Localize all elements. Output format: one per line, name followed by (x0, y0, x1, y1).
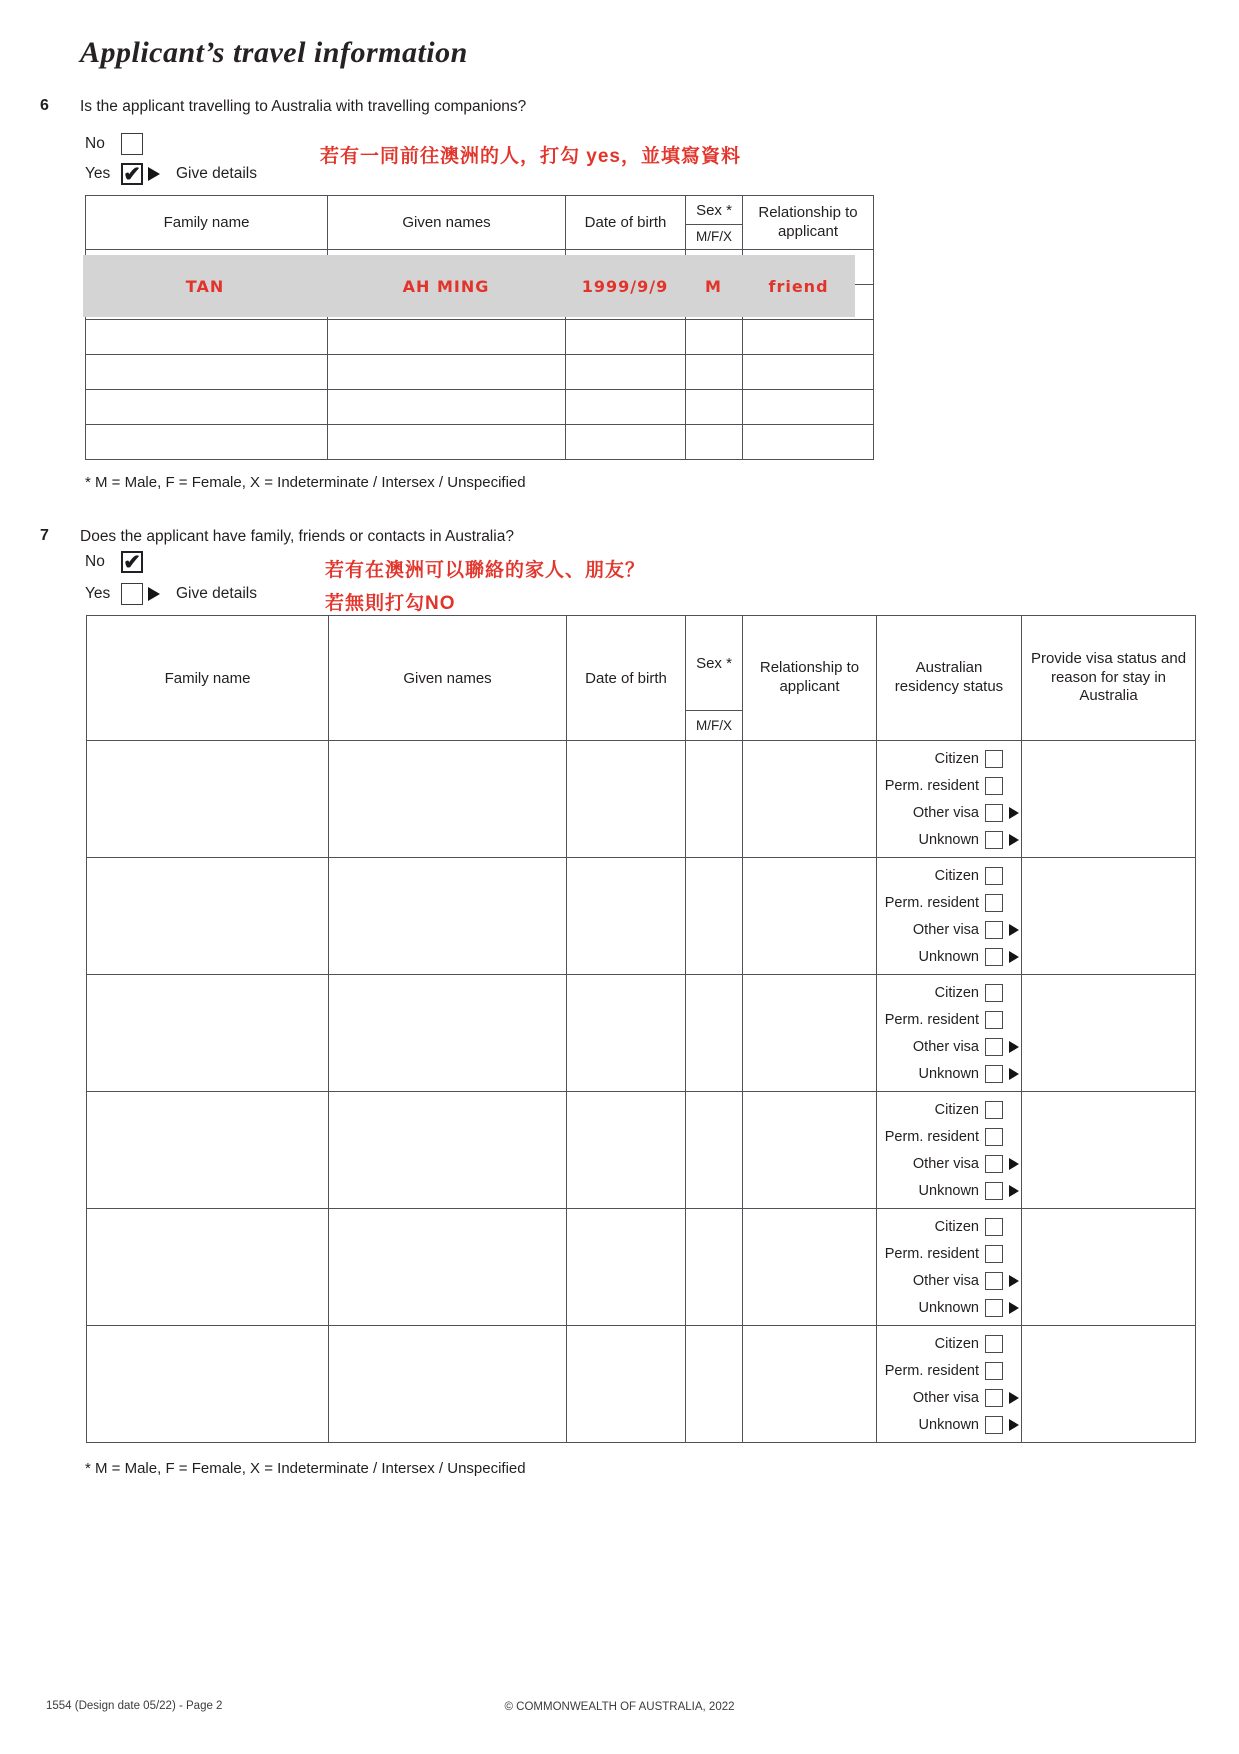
companion-given-names-cell[interactable] (328, 390, 566, 425)
contacts-header-date-of-birth: Date of birth (567, 616, 686, 741)
contact-residency-cell (877, 1326, 1022, 1443)
other-visa-label: Other visa (912, 1038, 979, 1055)
contact-family-name-cell[interactable] (87, 1209, 329, 1326)
unknown-checkbox[interactable] (985, 1299, 1003, 1317)
other-visa-checkbox[interactable] (985, 1389, 1003, 1407)
unknown-checkbox[interactable] (985, 1065, 1003, 1083)
form-number-footer: 1554 (Design date 05/22) - Page 2 (46, 1700, 223, 1712)
other-visa-label: Other visa (912, 1155, 979, 1172)
contacts-header-sex (686, 616, 743, 741)
residency-option-other-visa (877, 1385, 1019, 1410)
companion-given-names-cell[interactable] (328, 425, 566, 460)
residency-option-other-visa (877, 1151, 1019, 1176)
citizen-checkbox[interactable] (985, 1335, 1003, 1353)
contacts-table-row (87, 1092, 1196, 1209)
q7-yes-checkbox[interactable] (121, 583, 143, 605)
contact-residency-cell (877, 1092, 1022, 1209)
contact-date-of-birth-cell[interactable] (567, 1092, 686, 1209)
contacts-table-row (87, 975, 1196, 1092)
contact-given-names-cell[interactable] (329, 1326, 567, 1443)
residency-option-perm-resident (877, 1358, 1019, 1383)
q7-give-details-label: Give details (176, 585, 257, 602)
companions-header-sex-label: Sex * (686, 197, 742, 225)
companions-table-header-row (86, 196, 874, 250)
q6-no-option (85, 132, 143, 156)
contact-given-names-cell[interactable] (329, 741, 567, 858)
perm-resident-checkbox[interactable] (985, 1011, 1003, 1029)
unknown-label: Unknown (918, 948, 979, 965)
other-visa-checkbox[interactable] (985, 1038, 1003, 1056)
perm-resident-label: Perm. resident (884, 777, 979, 794)
residency-option-citizen (877, 1214, 1019, 1239)
q7-yes-label: Yes (85, 585, 111, 602)
q7-no-checkbox[interactable]: ✔ (121, 551, 143, 573)
contact-given-names-cell[interactable] (329, 858, 567, 975)
perm-resident-label: Perm. resident (884, 1128, 979, 1145)
residency-option-perm-resident (877, 890, 1019, 915)
citizen-checkbox[interactable] (985, 1218, 1003, 1236)
contact-family-name-cell[interactable] (87, 1092, 329, 1209)
q7-chinese-annotation-line2: 若無則打勾NO (325, 593, 456, 614)
unknown-arrow-icon (1009, 834, 1019, 846)
companion-relationship-cell[interactable] (743, 425, 874, 460)
companion-family-name-cell[interactable] (86, 320, 328, 355)
citizen-label: Citizen (934, 1335, 979, 1352)
contact-given-names-cell[interactable] (329, 1209, 567, 1326)
citizen-label: Citizen (934, 984, 979, 1001)
unknown-label: Unknown (918, 831, 979, 848)
residency-option-citizen (877, 980, 1019, 1005)
companions-header-sex-options: M/F/X (696, 228, 732, 244)
perm-resident-checkbox[interactable] (985, 777, 1003, 795)
residency-option-unknown (877, 827, 1019, 852)
contacts-table-row (87, 858, 1196, 975)
companions-table-row (86, 355, 874, 390)
citizen-checkbox[interactable] (985, 984, 1003, 1002)
perm-resident-checkbox[interactable] (985, 1362, 1003, 1380)
companion-family-name-cell[interactable] (86, 425, 328, 460)
unknown-label: Unknown (918, 1065, 979, 1082)
contact-visa-status-cell[interactable] (1022, 741, 1196, 858)
contact-family-name-cell[interactable] (87, 858, 329, 975)
residency-option-perm-resident (877, 1241, 1019, 1266)
companion-family-name-cell[interactable] (86, 390, 328, 425)
contact-relationship-cell[interactable] (743, 1092, 877, 1209)
q7-no-label: No (85, 553, 105, 570)
contact-date-of-birth-cell[interactable] (567, 1209, 686, 1326)
unknown-checkbox[interactable] (985, 831, 1003, 849)
companion-family-name-cell[interactable] (86, 355, 328, 390)
contact-date-of-birth-cell[interactable] (567, 858, 686, 975)
other-visa-checkbox[interactable] (985, 1272, 1003, 1290)
other-visa-checkbox[interactable] (985, 1155, 1003, 1173)
residency-option-other-visa (877, 1268, 1019, 1293)
unknown-arrow-icon (1009, 1185, 1019, 1197)
unknown-arrow-icon (1009, 1302, 1019, 1314)
sample-date-of-birth: 1999/9/9 (581, 276, 669, 296)
residency-option-unknown (877, 1061, 1019, 1086)
companion-relationship-cell[interactable] (743, 320, 874, 355)
question-7-number: 7 (40, 527, 49, 544)
contact-family-name-cell[interactable] (87, 975, 329, 1092)
perm-resident-label: Perm. resident (884, 1245, 979, 1262)
contacts-header-sex-label: Sex * (686, 616, 742, 711)
perm-resident-label: Perm. resident (884, 1011, 979, 1028)
residency-option-unknown (877, 944, 1019, 969)
residency-option-perm-resident (877, 773, 1019, 798)
unknown-checkbox[interactable] (985, 1182, 1003, 1200)
perm-resident-label: Perm. resident (884, 894, 979, 911)
page-title: Applicant’s travel information (80, 36, 468, 69)
citizen-checkbox[interactable] (985, 750, 1003, 768)
companion-date-of-birth-cell[interactable] (566, 390, 686, 425)
other-visa-arrow-icon (1009, 1158, 1019, 1170)
contact-given-names-cell[interactable] (329, 975, 567, 1092)
unknown-checkbox[interactable] (985, 1416, 1003, 1434)
unknown-arrow-icon (1009, 1068, 1019, 1080)
companions-table-row (86, 390, 874, 425)
residency-option-other-visa (877, 1034, 1019, 1059)
residency-option-citizen (877, 863, 1019, 888)
contacts-header-residency-status: Australian residency status (877, 616, 1022, 741)
q6-chinese-annotation: 若有一同前往澳洲的人，打勾 yes，並填寫資料 (320, 146, 741, 167)
companion-relationship-cell[interactable] (743, 355, 874, 390)
companion-date-of-birth-cell[interactable] (566, 320, 686, 355)
companion-date-of-birth-cell[interactable] (566, 355, 686, 390)
other-visa-arrow-icon (1009, 807, 1019, 819)
other-visa-checkbox[interactable] (985, 921, 1003, 939)
other-visa-label: Other visa (912, 1272, 979, 1289)
contact-sex-cell[interactable] (686, 741, 743, 858)
other-visa-label: Other visa (912, 921, 979, 938)
contact-relationship-cell[interactable] (743, 1326, 877, 1443)
contacts-table-row (87, 1326, 1196, 1443)
sample-entry-overlay (83, 255, 855, 317)
contact-sex-cell[interactable] (686, 858, 743, 975)
other-visa-label: Other visa (912, 804, 979, 821)
perm-resident-label: Perm. resident (884, 1362, 979, 1379)
q7-arrow-icon (148, 587, 160, 601)
contact-relationship-cell[interactable] (743, 975, 877, 1092)
contact-residency-cell (877, 975, 1022, 1092)
q6-no-label: No (85, 135, 105, 152)
q6-yes-checkbox[interactable]: ✔ (121, 163, 143, 185)
other-visa-arrow-icon (1009, 1041, 1019, 1053)
contact-relationship-cell[interactable] (743, 1209, 877, 1326)
contact-relationship-cell[interactable] (743, 858, 877, 975)
question-7-text: Does the applicant have family, friends or contacts in Australia? (80, 528, 514, 545)
contacts-header-relationship: Relationship to applicant (743, 616, 877, 741)
companions-header-relationship: Relationship to applicant (743, 196, 874, 250)
contact-sex-cell[interactable] (686, 1092, 743, 1209)
q6-no-checkbox[interactable] (121, 133, 143, 155)
residency-option-other-visa (877, 917, 1019, 942)
unknown-label: Unknown (918, 1299, 979, 1316)
copyright-footer: © COMMONWEALTH OF AUSTRALIA, 2022 (504, 1701, 735, 1713)
perm-resident-checkbox[interactable] (985, 1128, 1003, 1146)
citizen-checkbox[interactable] (985, 867, 1003, 885)
q7-no-option (85, 550, 143, 574)
contact-visa-status-cell[interactable] (1022, 1326, 1196, 1443)
contact-given-names-cell[interactable] (329, 1092, 567, 1209)
perm-resident-checkbox[interactable] (985, 894, 1003, 912)
companion-given-names-cell[interactable] (328, 320, 566, 355)
contact-visa-status-cell[interactable] (1022, 975, 1196, 1092)
contacts-header-visa-status: Provide visa status and reason for stay in Australia (1022, 616, 1196, 741)
residency-option-perm-resident (877, 1007, 1019, 1032)
contacts-table-header-row (87, 616, 1196, 741)
q6-give-details-label: Give details (176, 165, 257, 182)
companions-header-family-name: Family name (86, 196, 328, 250)
residency-option-unknown (877, 1178, 1019, 1203)
q7-sex-footnote: * M = Male, F = Female, X = Indeterminate / Intersex / Unspecified (85, 1460, 526, 1477)
companion-sex-cell[interactable] (686, 390, 743, 425)
citizen-label: Citizen (934, 1218, 979, 1235)
companions-table (85, 195, 874, 460)
contact-date-of-birth-cell[interactable] (567, 1326, 686, 1443)
q6-yes-option (85, 162, 257, 186)
residency-option-citizen (877, 746, 1019, 771)
residency-option-unknown (877, 1412, 1019, 1437)
contact-family-name-cell[interactable] (87, 741, 329, 858)
citizen-checkbox[interactable] (985, 1101, 1003, 1119)
sample-relationship: friend (768, 276, 829, 296)
unknown-arrow-icon (1009, 951, 1019, 963)
companions-table-row (86, 425, 874, 460)
contacts-table-row (87, 1209, 1196, 1326)
companion-given-names-cell[interactable] (328, 355, 566, 390)
companion-relationship-cell[interactable] (743, 390, 874, 425)
contact-sex-cell[interactable] (686, 1209, 743, 1326)
q6-yes-label: Yes (85, 165, 111, 182)
question-6-number: 6 (40, 97, 49, 114)
contacts-header-sex-options: M/F/X (696, 718, 732, 733)
companion-sex-cell[interactable] (686, 355, 743, 390)
other-visa-checkbox[interactable] (985, 804, 1003, 822)
residency-option-citizen (877, 1331, 1019, 1356)
residency-option-citizen (877, 1097, 1019, 1122)
other-visa-arrow-icon (1009, 924, 1019, 936)
q7-chinese-annotation-line1: 若有在澳洲可以聯絡的家人、朋友？ (325, 560, 646, 581)
contacts-table (86, 615, 1196, 1443)
contact-visa-status-cell[interactable] (1022, 1092, 1196, 1209)
citizen-label: Citizen (934, 867, 979, 884)
contact-date-of-birth-cell[interactable] (567, 741, 686, 858)
citizen-label: Citizen (934, 750, 979, 767)
unknown-label: Unknown (918, 1182, 979, 1199)
sample-given-names: AH MING (402, 276, 490, 296)
companions-header-date-of-birth: Date of birth (566, 196, 686, 250)
citizen-label: Citizen (934, 1101, 979, 1118)
unknown-label: Unknown (918, 1416, 979, 1433)
contact-relationship-cell[interactable] (743, 741, 877, 858)
question-6-text: Is the applicant travelling to Australia with travelling companions? (80, 98, 527, 115)
companions-header-given-names: Given names (328, 196, 566, 250)
contact-date-of-birth-cell[interactable] (567, 975, 686, 1092)
sample-family-name: TAN (185, 276, 225, 296)
contact-visa-status-cell[interactable] (1022, 1209, 1196, 1326)
companion-sex-cell[interactable] (686, 320, 743, 355)
companion-sex-cell[interactable] (686, 425, 743, 460)
residency-option-unknown (877, 1295, 1019, 1320)
other-visa-arrow-icon (1009, 1275, 1019, 1287)
residency-option-perm-resident (877, 1124, 1019, 1149)
perm-resident-checkbox[interactable] (985, 1245, 1003, 1263)
q6-sex-footnote: * M = Male, F = Female, X = Indeterminate / Intersex / Unspecified (85, 474, 526, 491)
q6-arrow-icon (148, 167, 160, 181)
contacts-table-row (87, 741, 1196, 858)
q7-yes-option (85, 582, 257, 606)
companion-date-of-birth-cell[interactable] (566, 425, 686, 460)
contact-residency-cell (877, 1209, 1022, 1326)
contact-visa-status-cell[interactable] (1022, 858, 1196, 975)
companions-table-row (86, 320, 874, 355)
unknown-arrow-icon (1009, 1419, 1019, 1431)
contact-sex-cell[interactable] (686, 975, 743, 1092)
contact-residency-cell (877, 858, 1022, 975)
sample-sex: M (705, 276, 722, 296)
contact-sex-cell[interactable] (686, 1326, 743, 1443)
residency-option-other-visa (877, 800, 1019, 825)
contact-residency-cell (877, 741, 1022, 858)
contacts-header-family-name: Family name (87, 616, 329, 741)
contact-family-name-cell[interactable] (87, 1326, 329, 1443)
companions-header-sex (686, 196, 743, 250)
unknown-checkbox[interactable] (985, 948, 1003, 966)
other-visa-label: Other visa (912, 1389, 979, 1406)
contacts-header-given-names: Given names (329, 616, 567, 741)
other-visa-arrow-icon (1009, 1392, 1019, 1404)
